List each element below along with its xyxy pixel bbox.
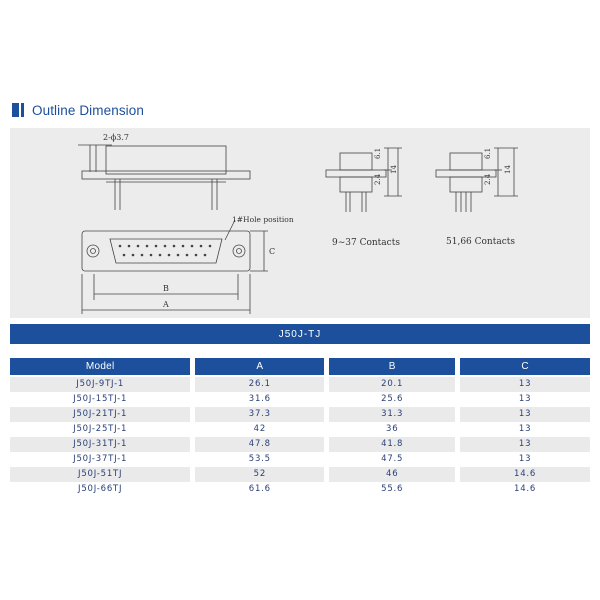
connector-top-flange	[82, 171, 250, 179]
connector-top-body	[106, 146, 226, 174]
outline-drawing-panel	[10, 128, 590, 318]
cell-b: 41.8	[329, 437, 455, 452]
table-row	[10, 482, 590, 497]
table-row	[10, 377, 590, 392]
cell-a: 53.5	[195, 452, 324, 467]
cell-c: 13	[460, 392, 590, 407]
cell-b: 46	[329, 467, 455, 482]
cell-model: J50J-31TJ-1	[10, 437, 190, 452]
cell-a: 31.6	[195, 392, 324, 407]
outline-drawing	[10, 128, 590, 318]
table-row	[10, 437, 590, 452]
side1-bottom-dim: 2.4	[374, 173, 382, 185]
hole-position-label: 1#Hole position	[232, 215, 294, 224]
cell-model: J50J-15TJ-1	[10, 392, 190, 407]
cell-a: 26.1	[195, 377, 324, 392]
section-title: Outline Dimension	[32, 102, 145, 118]
side1-top-dim: 6.1	[374, 147, 382, 159]
table-row	[10, 452, 590, 467]
cell-b: 31.3	[329, 407, 455, 422]
table-header-row	[10, 358, 590, 375]
cell-model: J50J-25TJ-1	[10, 422, 190, 437]
table-row	[10, 407, 590, 422]
section-marker-icon	[12, 103, 24, 117]
side2-top-dim: 6.1	[484, 147, 492, 159]
header-model: Model	[10, 358, 190, 375]
table-row	[10, 392, 590, 407]
cell-b: 55.6	[329, 482, 455, 497]
cell-b: 25.6	[329, 392, 455, 407]
side2-bottom-dim: 2.4	[484, 173, 492, 185]
cell-model: J50J-66TJ	[10, 482, 190, 497]
table-row	[10, 422, 590, 437]
cell-c: 14.6	[460, 467, 590, 482]
cell-c: 13	[460, 422, 590, 437]
contact-dots	[119, 245, 212, 257]
cell-c: 13	[460, 407, 590, 422]
side-view-1-body	[340, 153, 372, 170]
cell-model: J50J-51TJ	[10, 467, 190, 482]
cell-c: 14.6	[460, 482, 590, 497]
cell-c: 13	[460, 377, 590, 392]
header-c: C	[460, 358, 590, 375]
caption-9-37-contacts: 9∼37 Contacts	[332, 238, 400, 248]
cell-model: J50J-37TJ-1	[10, 452, 190, 467]
header-b: B	[329, 358, 455, 375]
connector-front-insert	[110, 239, 222, 263]
cell-a: 37.3	[195, 407, 324, 422]
side1-total-dim: 14	[390, 165, 398, 174]
cell-a: 61.6	[195, 482, 324, 497]
cell-a: 42	[195, 422, 324, 437]
cell-c: 13	[460, 437, 590, 452]
series-banner: J50J-TJ	[10, 324, 590, 344]
connector-front-shell	[82, 231, 250, 271]
dim-c-label: C	[269, 247, 276, 256]
cell-b: 36	[329, 422, 455, 437]
dimension-table	[10, 358, 590, 497]
cell-a: 52	[195, 467, 324, 482]
section-header	[12, 101, 144, 119]
caption-51-66-contacts: 51,66 Contacts	[446, 237, 515, 247]
header-a: A	[195, 358, 324, 375]
side2-total-dim: 14	[504, 165, 512, 174]
cell-a: 47.8	[195, 437, 324, 452]
cell-b: 20.1	[329, 377, 455, 392]
side-view-2-body	[450, 153, 482, 170]
cell-model: J50J-21TJ-1	[10, 407, 190, 422]
cell-model: J50J-9TJ-1	[10, 377, 190, 392]
cell-c: 13	[460, 452, 590, 467]
hole-diameter-label: 2-ϕ3.7	[103, 133, 129, 142]
table-row	[10, 467, 590, 482]
cell-b: 47.5	[329, 452, 455, 467]
dim-b-label: B	[163, 284, 169, 293]
dim-a-label: A	[163, 300, 169, 309]
